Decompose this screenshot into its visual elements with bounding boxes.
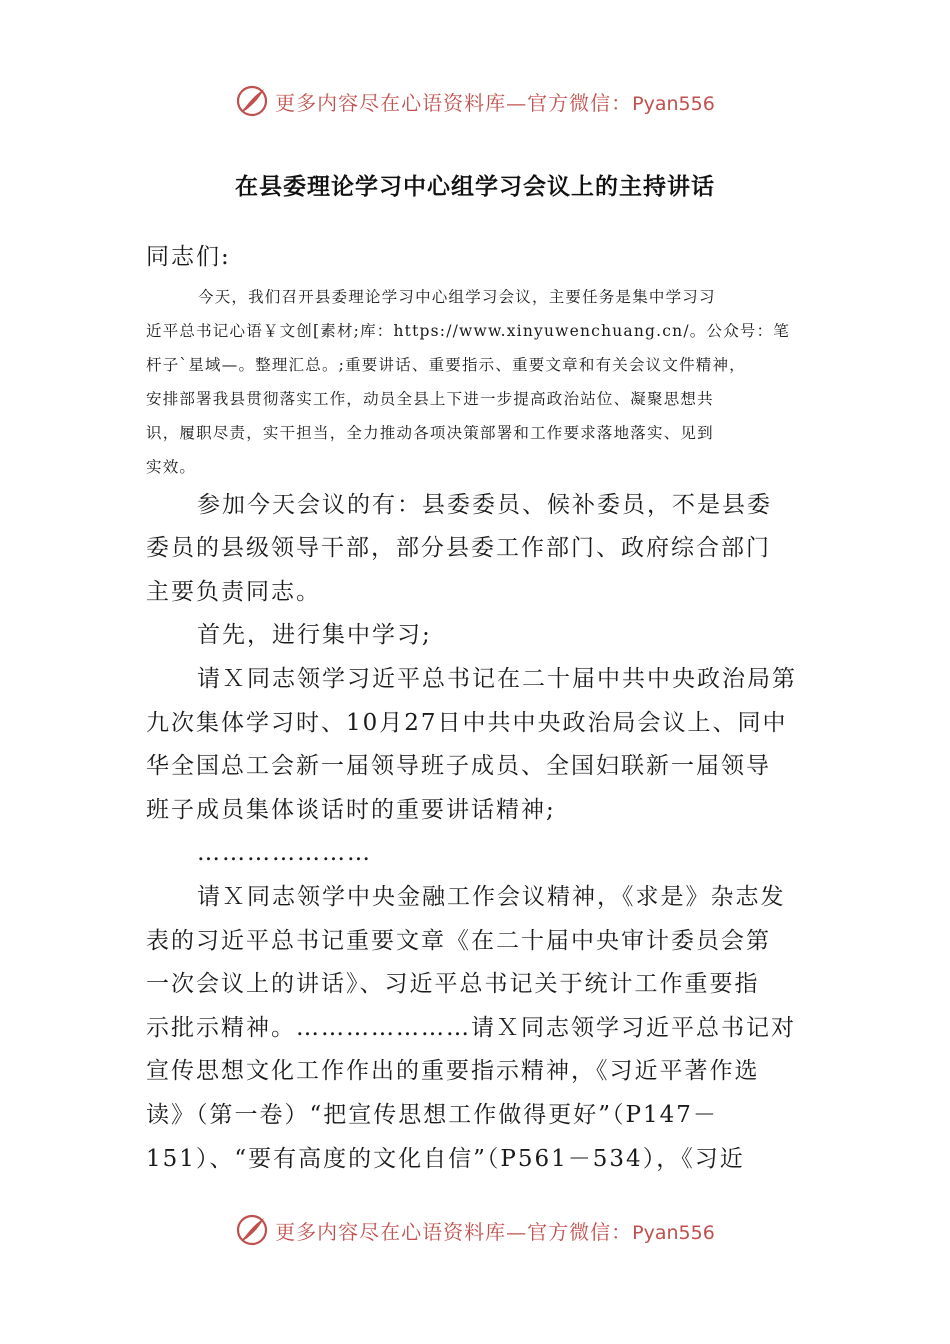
study-paragraph-1 [146, 658, 826, 832]
salutation: 同志们: [146, 244, 231, 270]
quill-logo-icon [235, 84, 269, 118]
footer-banner [0, 1213, 950, 1247]
study2-line: 读》（第一卷）“把宣传思想工作做得更好”（P147－ [146, 1101, 718, 1128]
intro-line: 识，履职尽责，实干担当，全力推动各项决策部署和工作要求落地落实、见到 [146, 423, 714, 442]
attendees-line: 参加今天会议的有：县委委员、候补委员，不是县委 [197, 491, 772, 518]
study1-line: 班子成员集体谈话时的重要讲话精神; [146, 796, 556, 823]
quill-logo-icon [235, 1213, 269, 1247]
study1-line: 请Ｘ同志领学习近平总书记在二十届中共中央政治局第 [197, 665, 797, 692]
study-paragraph-2 [146, 876, 826, 1181]
intro-line: 杆子`星域—。整理汇总。;重要讲话、重要指示、重要文章和有关会议文件精神， [146, 355, 746, 374]
attendees-line: 委员的县级领导干部，部分县委工作部门、政府综合部门 [146, 535, 771, 562]
footer-banner-text: 更多内容尽在心语资料库—官方微信：Pyan556 [275, 1219, 715, 1244]
footer-wechat-id: Pyan556 [632, 1221, 715, 1244]
header-wechat-id: Pyan556 [632, 92, 715, 115]
study2-line: 表的习近平总书记重要文章《在二十届中央审计委员会第 [146, 927, 771, 954]
document-title: 在县委理论学习中心组学习会议上的主持讲话 [235, 174, 715, 200]
study2-line: 一次会议上的讲话》、习近平总书记关于统计工作重要指 [146, 971, 760, 998]
study2-line: 宣传思想文化工作作出的重要指示精神，《习近平著作选 [146, 1058, 760, 1085]
study1-line: 九次集体学习时、10月27日中共中央政治局会议上、同中 [146, 709, 788, 736]
attendees-line: 主要负责同志。 [146, 578, 321, 605]
intro-line: 近平总书记心语￥文创[素材;库：https://www.xinyuwenchuang.cn/。公众号：笔 [146, 321, 790, 340]
header-banner-text: 更多内容尽在心语资料库—官方微信：Pyan556 [275, 90, 715, 115]
study2-line: 示批示精神。…………………请Ｘ同志领学习近平总书记对 [146, 1014, 796, 1041]
header-banner [0, 84, 950, 118]
intro-line: 安排部署我县贯彻落实工作，动员全县上下进一步提高政治站位、凝聚思想共 [146, 389, 714, 408]
intro-line: 今天，我们召开县委理论学习中心组学习会议，主要任务是集中学习习 [198, 287, 716, 306]
intro-line: 实效。 [146, 457, 197, 476]
first-study-intro: 首先，进行集中学习; [197, 622, 432, 649]
study2-line: 151）、“要有高度的文化自信”（P561－534），《习近 [146, 1145, 745, 1172]
attendees-paragraph [146, 484, 826, 615]
document-body [146, 236, 826, 1181]
ellipsis-line: ………………… [197, 840, 372, 867]
study1-line: 华全国总工会新一届领导班子成员、全国妇联新一届领导 [146, 753, 771, 780]
study2-line: 请Ｘ同志领学中央金融工作会议精神，《求是》杂志发 [197, 883, 786, 910]
intro-paragraph [146, 280, 826, 484]
